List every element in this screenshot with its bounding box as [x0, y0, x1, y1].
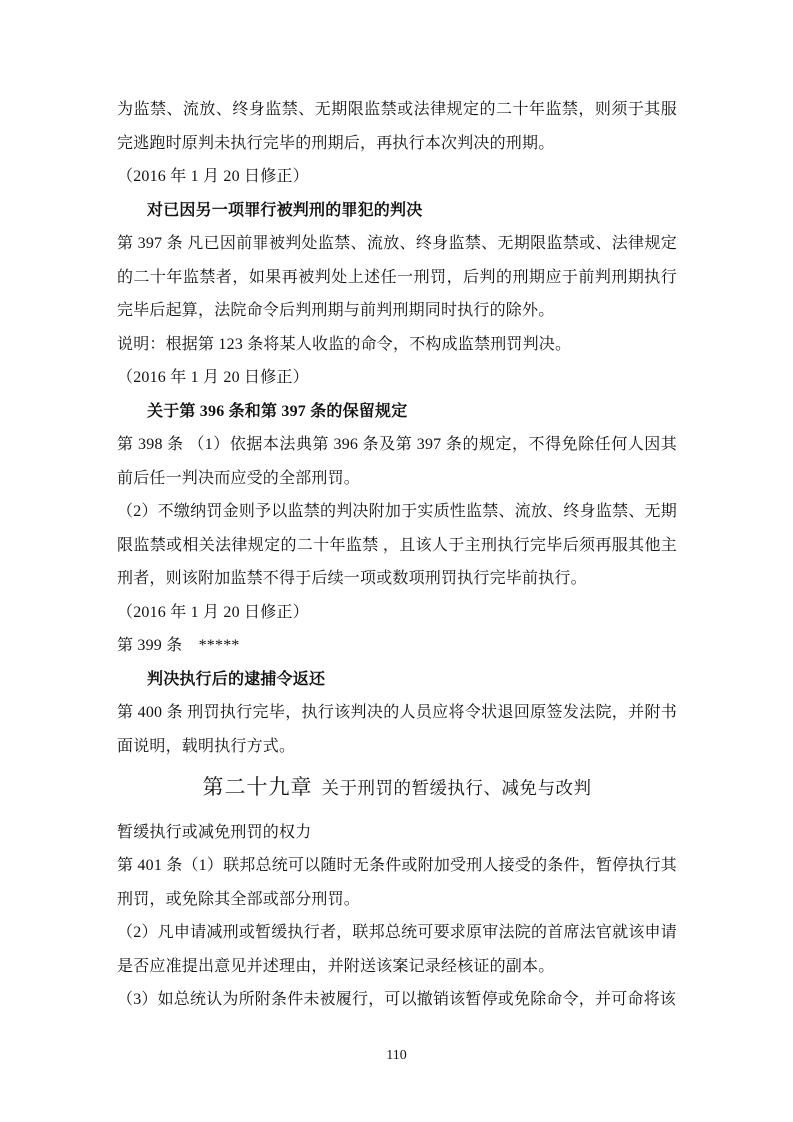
article-heading: 对已因另一项罪行被判刑的罪犯的判决 [147, 201, 423, 219]
body-paragraph: （3）如总统认为所附条件未被履行，可以撤销该暂停或免除命令，并可命将该 [117, 991, 677, 1008]
chapter-number: 第二十九章 [202, 775, 313, 799]
body-paragraph: （2）凡申请减刑或暂缓执行者，联邦总统可要求原审法院的首席法官就该申请是否应准提出意见并述理由，并附送该案记录经核证的副本。 [117, 924, 677, 975]
article-heading: 关于第 396 条和第 397 条的保留规定 [147, 402, 408, 420]
body-paragraph: 为监禁、流放、终身监禁、无期限监禁或法律规定的二十年监禁，则须于其服完逃跑时原判未执行完毕的刑期后，再执行本次判决的刑期。 [117, 101, 677, 152]
article-number-line: 第 399 条 ***** [117, 637, 240, 654]
body-paragraph: 说明：根据第 123 条将某人收监的命令，不构成监禁刑罚判决。 [117, 335, 572, 353]
body-paragraph: （2）不缴纳罚金则予以监禁的判决附加于实质性监禁、流放、终身监禁、无期限监禁或相关法律规定的二十年监禁 ，且该人于主刑执行完毕后须再服其他主刑者，则该附加监禁不得于后续一项或数项刑罚执行完毕前执行。 [117, 503, 677, 587]
body-paragraph: 第 397 条 凡已因前罪被判处监禁、流放、终身监禁、无期限监禁或、法律规定的二十年监禁者，如果再被判处上述任一刑罚，后判的刑期应于前判刑期执行完毕后起算，法院命令后判刑期与前判刑期同时执行的除外。 [117, 235, 677, 319]
chapter-heading [117, 771, 677, 807]
page-number: 110 [386, 1048, 407, 1063]
page-footer [0, 1048, 793, 1064]
body-paragraph: 第 400 条 刑罚执行完毕，执行该判决的人员应将令状退回原签发法院，并附书面说明，载明执行方式。 [117, 704, 677, 755]
body-paragraph: 第 401 条（1）联邦总统可以随时无条件或附加受刑人接受的条件，暂停执行其刑罚，或免除其全部或部分刑罚。 [117, 857, 677, 908]
section-label: 暂缓执行或减免刑罚的权力 [117, 823, 312, 841]
document-body [117, 93, 677, 1017]
amendment-note: （2016 年 1 月 20 日修正） [117, 168, 309, 185]
article-heading: 判决执行后的逮捕令返还 [147, 670, 326, 688]
body-paragraph: 第 398 条 （1）依据本法典第 396 条及第 397 条的规定，不得免除任何人因其前后任一判决而应受的全部刑罚。 [117, 436, 677, 487]
chapter-title: 关于刑罚的暂缓执行、减免与改判 [321, 778, 592, 798]
amendment-note: （2016 年 1 月 20 日修正） [117, 603, 309, 621]
amendment-note: （2016 年 1 月 20 日修正） [117, 369, 309, 386]
